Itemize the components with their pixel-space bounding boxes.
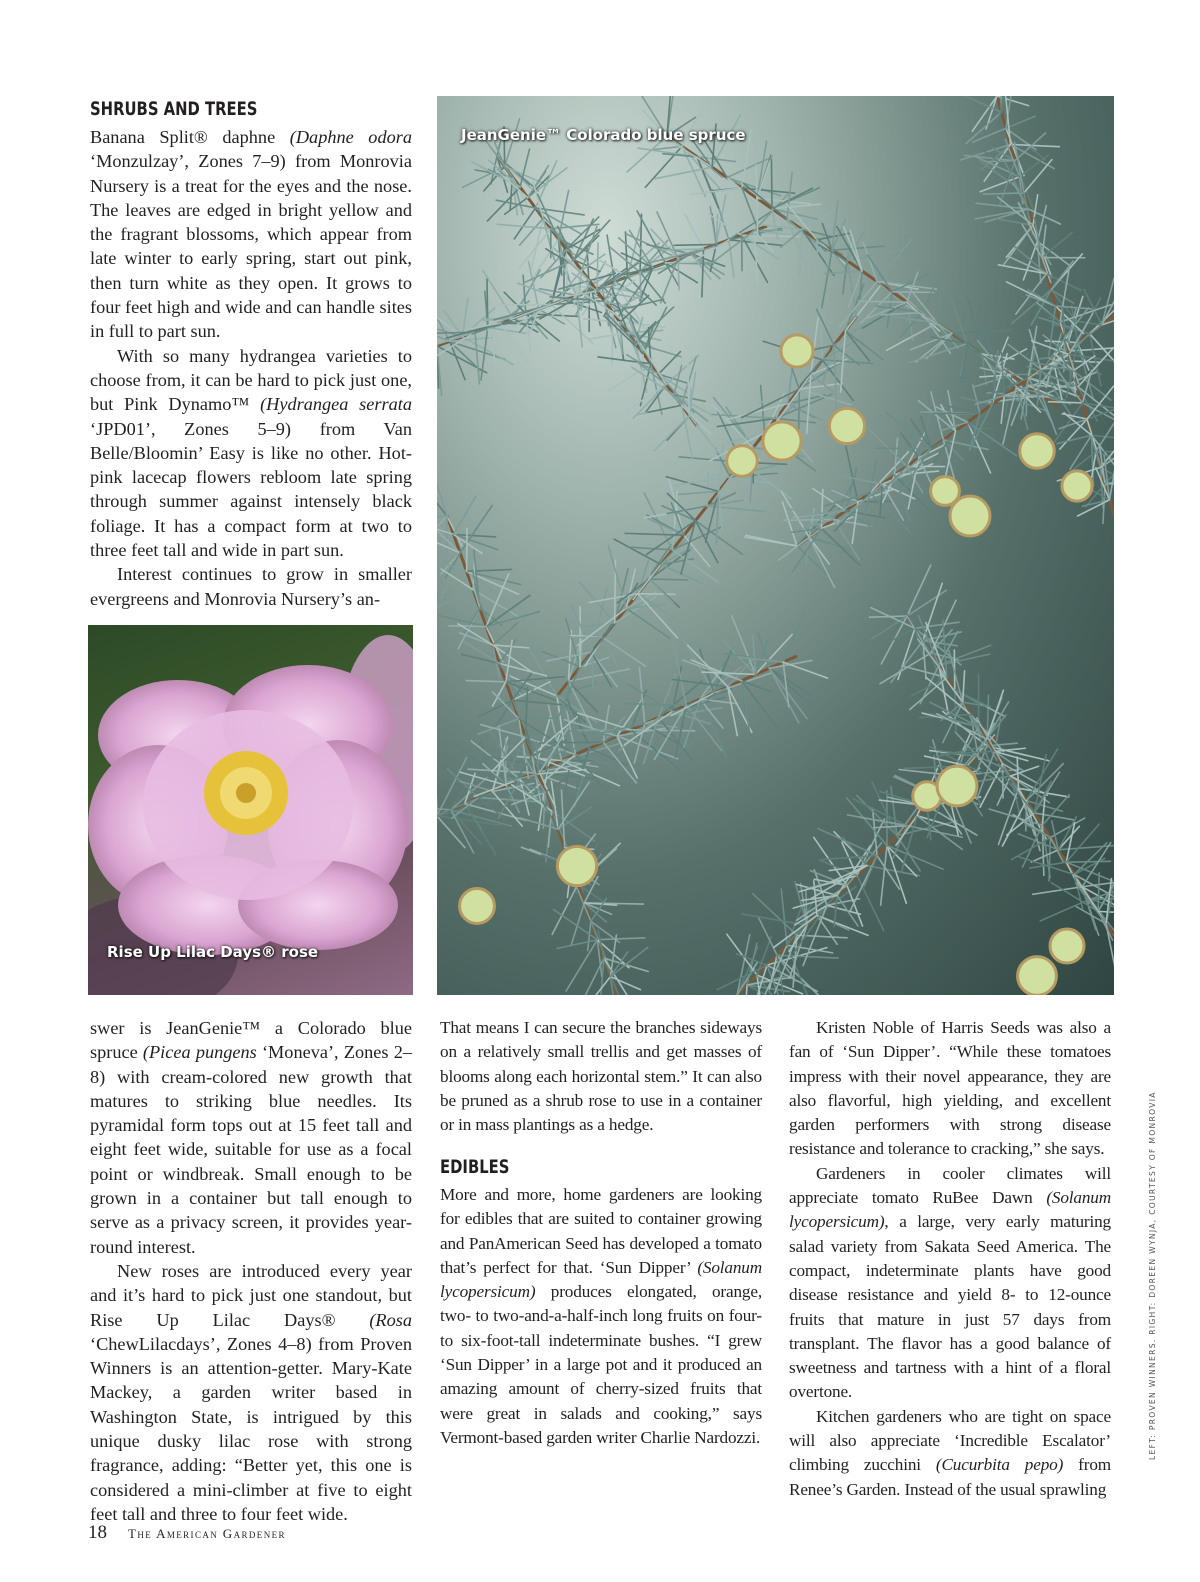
text-run: , a large, very early maturing salad variety from Sakata Seed America. The compact, indeterminate plants have good disease resistance and yield 8- to 12-ounce fruits that mature in just 57 days from transplant. The flavor has a good balance of sweetness and tartness with a hint of a floral overtone. (789, 1212, 1111, 1402)
page-number: 18 (88, 1522, 107, 1543)
paragraph-evergreens: Interest continues to grow in smaller evergreens and Monrovia Nursery’s an- (90, 564, 412, 609)
paragraph-rubee-dawn (789, 1162, 1111, 1405)
magazine-name: The American Gardener (128, 1526, 286, 1541)
spruce-illustration (437, 96, 1114, 995)
text-run: swer is JeanGenie™ a Colorado blue spruce (90, 1018, 412, 1063)
spruce-photo-caption: JeanGenie™ Colorado blue spruce (461, 126, 746, 144)
spruce-bud (460, 889, 495, 924)
spruce-bud (950, 496, 990, 536)
text-run: With so many hydrangea varieties to choose from, it can be hard to pick just one, but Pink Dynamo™ (90, 345, 412, 415)
paragraph-hydrangea (90, 344, 412, 563)
italic-run: (Picea pungens (142, 1042, 257, 1063)
rose-bloom (88, 665, 408, 955)
column-2-edibles-text (440, 1183, 762, 1450)
paragraph-roses (90, 1259, 412, 1526)
text-run: More and more, home gardeners are looking for edibles that are suited to container growing and PanAmerican Seed has developed a tomato that’s perfect for that. ‘Sun Dipper’ (440, 1185, 762, 1277)
italic-run: (Daphne odora (289, 127, 412, 147)
spruce-bud (781, 335, 813, 367)
spruce-bud (937, 766, 977, 806)
spruce-photo (437, 96, 1114, 995)
italic-run: (Hydrangea serrata (260, 394, 412, 415)
column-2-top-text (440, 1016, 762, 1137)
text-run: ‘ChewLilacdays’, Zones 4–8) from Proven Winners is an attention-getter. Mary-Kate Mackey, a garden writer based in Washington State, is intrigued by this unique dusky lilac rose with strong fragrance, adding: “Better yet, this one is considered a mini-climber at five to eight feet tall and three to four feet wide. (90, 1333, 412, 1524)
section-heading-shrubs: SHRUBS AND TREES (90, 98, 258, 120)
text-run: New roses are introduced every year and it’s hard to pick just one standout, but Rise Up Lilac Days® (90, 1260, 412, 1330)
spruce-bud (1018, 957, 1057, 995)
text-run: produces elongated, orange, two- to two-and-a-half-inch long fruits on four-to six-foot-tall indeterminate bushes. “I grew ‘Sun Dipper’ in a large pot and it produced an amazing amount of cherry-sized fruits that were great in salads and cooking,” says Vermont-based garden writer Charlie Nardozzi. (440, 1282, 762, 1447)
paragraph-daphne (90, 125, 412, 344)
spruce-bud (763, 422, 801, 460)
spruce-bud (1050, 929, 1084, 963)
text-run: ‘JPD01’, Zones 5–9) from Van Belle/Bloomin’ Easy is like no other. Hot-pink lacecap flowers rebloom late spring through summer against intensely black foliage. It has a compact form at two to three feet tall and wide in part sun. (90, 418, 412, 561)
text-run: ‘Monzulzay’, Zones 7–9) from Monrovia Nursery is a treat for the eyes and the nose. The leaves are edged in bright yellow and the fragrant blossoms, which appear from late winter to early spring, start out pink, then turn white as they open. It grows to four feet high and wide and can handle sites in full to part sun. (90, 151, 412, 342)
paragraph-sun-dipper (440, 1183, 762, 1450)
spruce-bud (727, 446, 758, 477)
text-run: ‘Moneva’, Zones 2–8) with cream-colored new growth that matures to striking blue needles. Its pyramidal form tops out at 15 feet tall and eight feet wide, suitable for use as a focal point or windbreak. Small enough to be grown in a container but tall enough to serve as a privacy screen, it provides year-round interest. (90, 1042, 412, 1257)
spruce-branch (437, 190, 801, 396)
section-heading-edibles: EDIBLES (440, 1156, 510, 1178)
text-run: Banana Split® daphne (90, 127, 290, 147)
italic-run: (Solanum lycopersicum) (789, 1188, 1111, 1232)
rose-illustration (88, 625, 413, 995)
text-run: Kitchen gardeners who are tight on space will also appreciate ‘Incredible Escalator’ climbing zucchini (789, 1406, 1111, 1475)
photo-credit: LEFT: PROVEN WINNERS. RIGHT: DOREEN WYNJA, COURTESY OF MONROVIA (1148, 1091, 1157, 1460)
text-run: from Renee’s Garden. Instead of the usual sprawling (789, 1455, 1111, 1499)
paragraph-zucchini (789, 1405, 1111, 1502)
paragraph-harris-seeds: Kristen Noble of Harris Seeds was also a fan of ‘Sun Dipper’. “While these tomatoes impress with their novel appearance, they are also flavorful, high yielding, and excellent garden performers with strong disease resistance and tolerance to cracking,” she says. (789, 1018, 1111, 1159)
spruce-branch (869, 565, 1114, 973)
rose-photo (88, 625, 413, 995)
text-run: Gardeners in cooler climates will appreciate tomato RuBee Dawn (789, 1163, 1111, 1208)
paragraph-jeangenie (90, 1016, 412, 1259)
spruce-bud (1020, 434, 1055, 469)
paragraph-trellis: That means I can secure the branches sideways on a relatively small trellis and get masses of blooms along each horizontal stem.” It can also be pruned as a shrub rose to use in a container or in mass plantings as a hedge. (440, 1018, 762, 1135)
column-3-text (789, 1016, 1111, 1502)
spruce-bud (829, 408, 864, 443)
column-1-text (90, 1016, 412, 1526)
spruce-bud (557, 846, 596, 885)
spruce-bud (1062, 471, 1092, 501)
rose-photo-caption: Rise Up Lilac Days® rose (107, 943, 319, 961)
shrubs-text (90, 125, 412, 611)
italic-run: (Solanum lycopersicum) (440, 1257, 762, 1302)
italic-run: (Cucurbita pepo) (935, 1455, 1064, 1475)
italic-run: (Rosa (369, 1309, 412, 1330)
